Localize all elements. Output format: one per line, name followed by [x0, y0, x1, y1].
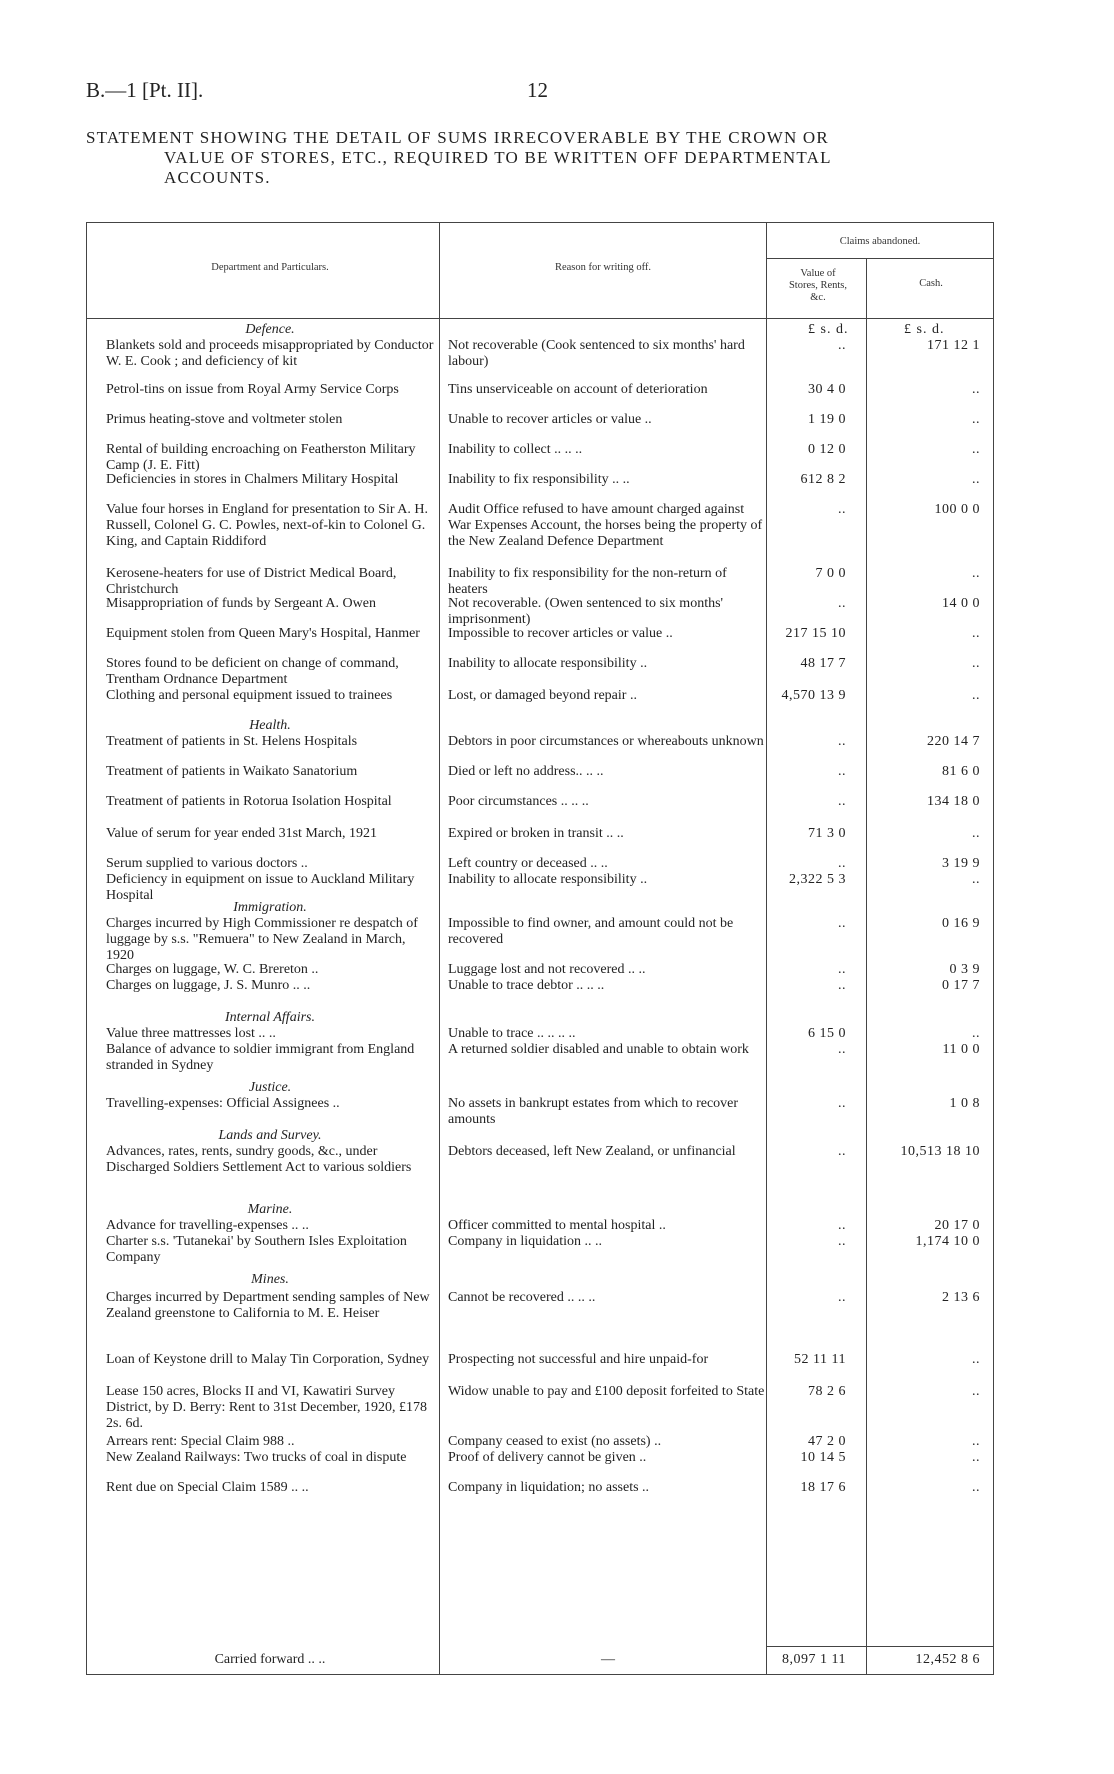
- reason-cell: Not recoverable. (Owen sentenced to six months' imprisonment): [448, 596, 724, 627]
- reason-cell: Left country or deceased .. ..: [448, 856, 608, 871]
- carried-forward-label: Carried forward .. ..: [214, 1652, 326, 1667]
- reason-cell: Cannot be recovered .. .. ..: [448, 1290, 596, 1305]
- stores-cell: 1 19 0: [808, 412, 846, 427]
- stores-cell: 7 0 0: [815, 566, 846, 581]
- totals-reason: —: [601, 1652, 615, 1667]
- reason-cell: Inability to fix responsibility .. ..: [448, 472, 630, 487]
- stores-cell: 2,322 5 3: [789, 872, 846, 887]
- section-heading: Defence.: [245, 322, 295, 337]
- stores-cell: 71 3 0: [808, 826, 846, 841]
- statement-table: [86, 222, 994, 1718]
- stores-cell: 47 2 0: [808, 1434, 846, 1449]
- col-divider-1: [439, 222, 440, 1674]
- stores-cell: ..: [838, 1144, 846, 1159]
- column-header-claims: Claims abandoned.: [839, 236, 921, 247]
- particulars-cell: Treatment of patients in St. Helens Hospitals: [106, 734, 358, 749]
- cash-cell: 20 17 0: [934, 1218, 980, 1233]
- stores-cell: 4,570 13 9: [781, 688, 846, 703]
- stores-cell: ..: [838, 962, 846, 977]
- reason-cell: Expired or broken in transit .. ..: [448, 826, 624, 841]
- cash-cell: 134 18 0: [927, 794, 980, 809]
- particulars-cell: Clothing and personal equipment issued to trainees: [106, 688, 393, 703]
- title-line-1: STATEMENT SHOWING THE DETAIL OF SUMS IRRECOVERABLE BY THE CROWN OR: [86, 128, 829, 147]
- reason-cell: Lost, or damaged beyond repair ..: [448, 688, 637, 703]
- stores-cell: ..: [838, 916, 846, 931]
- reason-cell: Not recoverable (Cook sentenced to six months' hard labour): [448, 338, 745, 369]
- stores-cell: 52 11 11: [794, 1352, 846, 1367]
- cash-cell: ..: [972, 688, 980, 703]
- reason-cell: Company in liquidation; no assets ..: [448, 1480, 650, 1495]
- section-heading: Lands and Survey.: [218, 1128, 322, 1143]
- stores-cell: ..: [838, 1234, 846, 1249]
- title-line-3: ACCOUNTS.: [164, 168, 271, 187]
- particulars-cell: Charges on luggage, W. C. Brereton ..: [106, 962, 319, 977]
- stores-cell: 6 15 0: [808, 1026, 846, 1041]
- reason-cell: Company ceased to exist (no assets) ..: [448, 1434, 662, 1449]
- stores-cell: ..: [838, 502, 846, 517]
- particulars-cell: Rent due on Special Claim 1589 .. ..: [106, 1480, 309, 1495]
- particulars-cell: Kerosene-heaters for use of District Medical Board, Christchurch: [106, 566, 397, 597]
- cash-cell: ..: [972, 1384, 980, 1399]
- reason-cell: Inability to collect .. .. ..: [448, 442, 583, 457]
- reason-cell: Died or left no address.. .. ..: [448, 764, 604, 779]
- section-heading: Mines.: [251, 1272, 289, 1287]
- reason-cell: Debtors in poor circumstances or whereabouts unknown: [448, 734, 764, 749]
- cash-cell: 2 13 6: [942, 1290, 980, 1305]
- section-heading: Internal Affairs.: [225, 1010, 315, 1025]
- total-top-rule: [766, 1646, 994, 1647]
- particulars-cell: Charges incurred by High Commissioner re despatch of luggage by s.s. "Remuera" to New Zealand in March, 1920: [106, 916, 418, 963]
- cash-cell: ..: [972, 872, 980, 887]
- cash-cell: ..: [972, 1480, 980, 1495]
- cash-cell: 100 0 0: [934, 502, 980, 517]
- particulars-cell: Petrol-tins on issue from Royal Army Service Corps: [106, 382, 399, 397]
- stores-cell: 78 2 6: [808, 1384, 846, 1399]
- particulars-cell: Stores found to be deficient on change of command, Trentham Ordnance Department: [106, 656, 399, 687]
- section-heading: Justice.: [248, 1080, 292, 1095]
- stores-cell: ..: [838, 1042, 846, 1057]
- reason-cell: Audit Office refused to have amount charged against War Expenses Account, the horses being the property of the New Zealand Defence Department: [448, 502, 763, 549]
- reason-cell: Unable to recover articles or value ..: [448, 412, 652, 427]
- col-divider-3: [866, 258, 867, 1674]
- particulars-cell: Serum supplied to various doctors ..: [106, 856, 308, 871]
- stores-cell: 0 12 0: [808, 442, 846, 457]
- right-border: [993, 222, 994, 1674]
- cash-cell: 14 0 0: [942, 596, 980, 611]
- particulars-cell: Lease 150 acres, Blocks II and VI, Kawatiri Survey District, by D. Berry: Rent to 31st December, 1920, £178 2s. 6d.: [106, 1384, 427, 1431]
- section-heading: Marine.: [247, 1202, 293, 1217]
- cash-cell: ..: [972, 566, 980, 581]
- lsd-cash: £ s. d.: [904, 322, 945, 337]
- cash-cell: 0 16 9: [942, 916, 980, 931]
- cash-cell: 220 14 7: [927, 734, 980, 749]
- section-heading: Health.: [249, 718, 291, 733]
- cash-cell: ..: [972, 826, 980, 841]
- cash-total: 12,452 8 6: [915, 1652, 980, 1667]
- cash-cell: ..: [972, 442, 980, 457]
- cash-cell: ..: [972, 1434, 980, 1449]
- stores-cell: ..: [838, 764, 846, 779]
- reason-cell: Proof of delivery cannot be given ..: [448, 1450, 647, 1465]
- particulars-cell: Treatment of patients in Waikato Sanatorium: [106, 764, 358, 779]
- cash-cell: 171 12 1: [927, 338, 980, 353]
- particulars-cell: Loan of Keystone drill to Malay Tin Corporation, Sydney: [106, 1352, 430, 1367]
- reason-cell: Inability to allocate responsibility ..: [448, 872, 648, 887]
- particulars-cell: Blankets sold and proceeds misappropriated by Conductor W. E. Cook ; and deficiency of kit: [106, 338, 434, 369]
- particulars-cell: Deficiencies in stores in Chalmers Military Hospital: [106, 472, 399, 487]
- cash-cell: ..: [972, 472, 980, 487]
- cash-cell: ..: [972, 1450, 980, 1465]
- stores-cell: 18 17 6: [800, 1480, 846, 1495]
- column-header-stores: Value of Stores, Rents, &c.: [788, 268, 848, 303]
- particulars-cell: Deficiency in equipment on issue to Auckland Military Hospital: [106, 872, 415, 903]
- particulars-cell: New Zealand Railways: Two trucks of coal in dispute: [106, 1450, 407, 1465]
- reason-cell: Company in liquidation .. ..: [448, 1234, 602, 1249]
- page-number: 12: [527, 78, 548, 102]
- particulars-cell: Charges incurred by Department sending samples of New Zealand greenstone to California to M. E. Heiser: [106, 1290, 430, 1321]
- particulars-cell: Balance of advance to soldier immigrant from England stranded in Sydney: [106, 1042, 415, 1073]
- reason-cell: Debtors deceased, left New Zealand, or unfinancial: [448, 1144, 736, 1159]
- cash-cell: ..: [972, 656, 980, 671]
- title-line-2: VALUE OF STORES, ETC., REQUIRED TO BE WRITTEN OFF DEPARTMENTAL: [164, 148, 832, 167]
- particulars-cell: Rental of building encroaching on Featherston Military Camp (J. E. Fitt): [106, 442, 416, 473]
- cash-cell: 0 3 9: [949, 962, 980, 977]
- reason-cell: A returned soldier disabled and unable to obtain work: [448, 1042, 749, 1057]
- stores-cell: ..: [838, 856, 846, 871]
- cash-cell: 81 6 0: [942, 764, 980, 779]
- page-reference: B.—1 [Pt. II].: [86, 78, 204, 102]
- particulars-cell: Misappropriation of funds by Sergeant A. Owen: [106, 596, 376, 611]
- table-bottom-rule: [86, 1674, 994, 1675]
- cash-cell: 11 0 0: [942, 1042, 980, 1057]
- stores-cell: 30 4 0: [808, 382, 846, 397]
- particulars-cell: Primus heating-stove and voltmeter stolen: [106, 412, 343, 427]
- column-header-reason: Reason for writing off.: [554, 262, 652, 273]
- reason-cell: Poor circumstances .. .. ..: [448, 794, 589, 809]
- cash-cell: 1,174 10 0: [915, 1234, 980, 1249]
- stores-cell: 217 15 10: [785, 626, 846, 641]
- particulars-cell: Value of serum for year ended 31st March, 1921: [106, 826, 377, 841]
- reason-cell: No assets in bankrupt estates from which to recover amounts: [448, 1096, 739, 1127]
- cash-cell: ..: [972, 1026, 980, 1041]
- reason-cell: Impossible to find owner, and amount could not be recovered: [448, 916, 734, 947]
- stores-cell: ..: [838, 734, 846, 749]
- left-border: [86, 222, 87, 1674]
- reason-cell: Tins unserviceable on account of deterioration: [448, 382, 708, 397]
- column-header-department: Department and Particulars.: [211, 262, 329, 273]
- stores-cell: 48 17 7: [800, 656, 846, 671]
- stores-cell: ..: [838, 596, 846, 611]
- table-top-rule: [86, 222, 994, 223]
- cash-cell: 3 19 9: [942, 856, 980, 871]
- reason-cell: Officer committed to mental hospital ..: [448, 1218, 666, 1233]
- particulars-cell: Value three mattresses lost .. ..: [106, 1026, 276, 1041]
- column-header-cash: Cash.: [919, 278, 943, 289]
- cash-cell: ..: [972, 382, 980, 397]
- reason-cell: Impossible to recover articles or value ..: [448, 626, 673, 641]
- cash-cell: 0 17 7: [942, 978, 980, 993]
- particulars-cell: Charges on luggage, J. S. Munro .. ..: [106, 978, 311, 993]
- particulars-cell: Equipment stolen from Queen Mary's Hospital, Hanmer: [106, 626, 420, 641]
- particulars-cell: Advance for travelling-expenses .. ..: [106, 1218, 309, 1233]
- stores-cell: ..: [838, 338, 846, 353]
- particulars-cell: Arrears rent: Special Claim 988 ..: [106, 1434, 295, 1449]
- cash-cell: 10,513 18 10: [900, 1144, 980, 1159]
- stores-cell: 10 14 5: [800, 1450, 846, 1465]
- reason-cell: Prospecting not successful and hire unpaid-for: [448, 1352, 709, 1367]
- cash-cell: ..: [972, 412, 980, 427]
- stores-cell: ..: [838, 1290, 846, 1305]
- particulars-cell: Charter s.s. 'Tutanekai' by Southern Isles Exploitation Company: [106, 1234, 407, 1265]
- header-bottom-rule: [86, 318, 994, 319]
- cash-cell: ..: [972, 626, 980, 641]
- reason-cell: Luggage lost and not recovered .. ..: [448, 962, 646, 977]
- lsd-stores: £ s. d.: [808, 322, 849, 337]
- particulars-cell: Treatment of patients in Rotorua Isolation Hospital: [106, 794, 392, 809]
- claims-header-rule: [766, 258, 994, 259]
- reason-cell: Widow unable to pay and £100 deposit forfeited to State: [448, 1384, 765, 1399]
- stores-cell: 612 8 2: [800, 472, 846, 487]
- page-title: [86, 128, 996, 188]
- reason-cell: Unable to trace debtor .. .. ..: [448, 978, 605, 993]
- cash-cell: ..: [972, 1352, 980, 1367]
- stores-cell: ..: [838, 1218, 846, 1233]
- reason-cell: Inability to allocate responsibility ..: [448, 656, 648, 671]
- stores-cell: ..: [838, 1096, 846, 1111]
- reason-cell: Unable to trace .. .. .. ..: [448, 1026, 576, 1041]
- stores-cell: ..: [838, 978, 846, 993]
- particulars-cell: Advances, rates, rents, sundry goods, &c., under Discharged Soldiers Settlement Act to various soldiers: [106, 1144, 412, 1175]
- reason-cell: Inability to fix responsibility for the non-return of heaters: [448, 566, 727, 597]
- stores-total: 8,097 1 11: [782, 1652, 846, 1667]
- cash-cell: 1 0 8: [949, 1096, 980, 1111]
- particulars-cell: Value four horses in England for presentation to Sir A. H. Russell, Colonel G. C. Powles, next-of-kin to Colonel G. King, and Captain Riddiford: [106, 502, 428, 549]
- particulars-cell: Travelling-expenses: Official Assignees ..: [106, 1096, 340, 1111]
- section-heading: Immigration.: [233, 900, 307, 915]
- stores-cell: ..: [838, 794, 846, 809]
